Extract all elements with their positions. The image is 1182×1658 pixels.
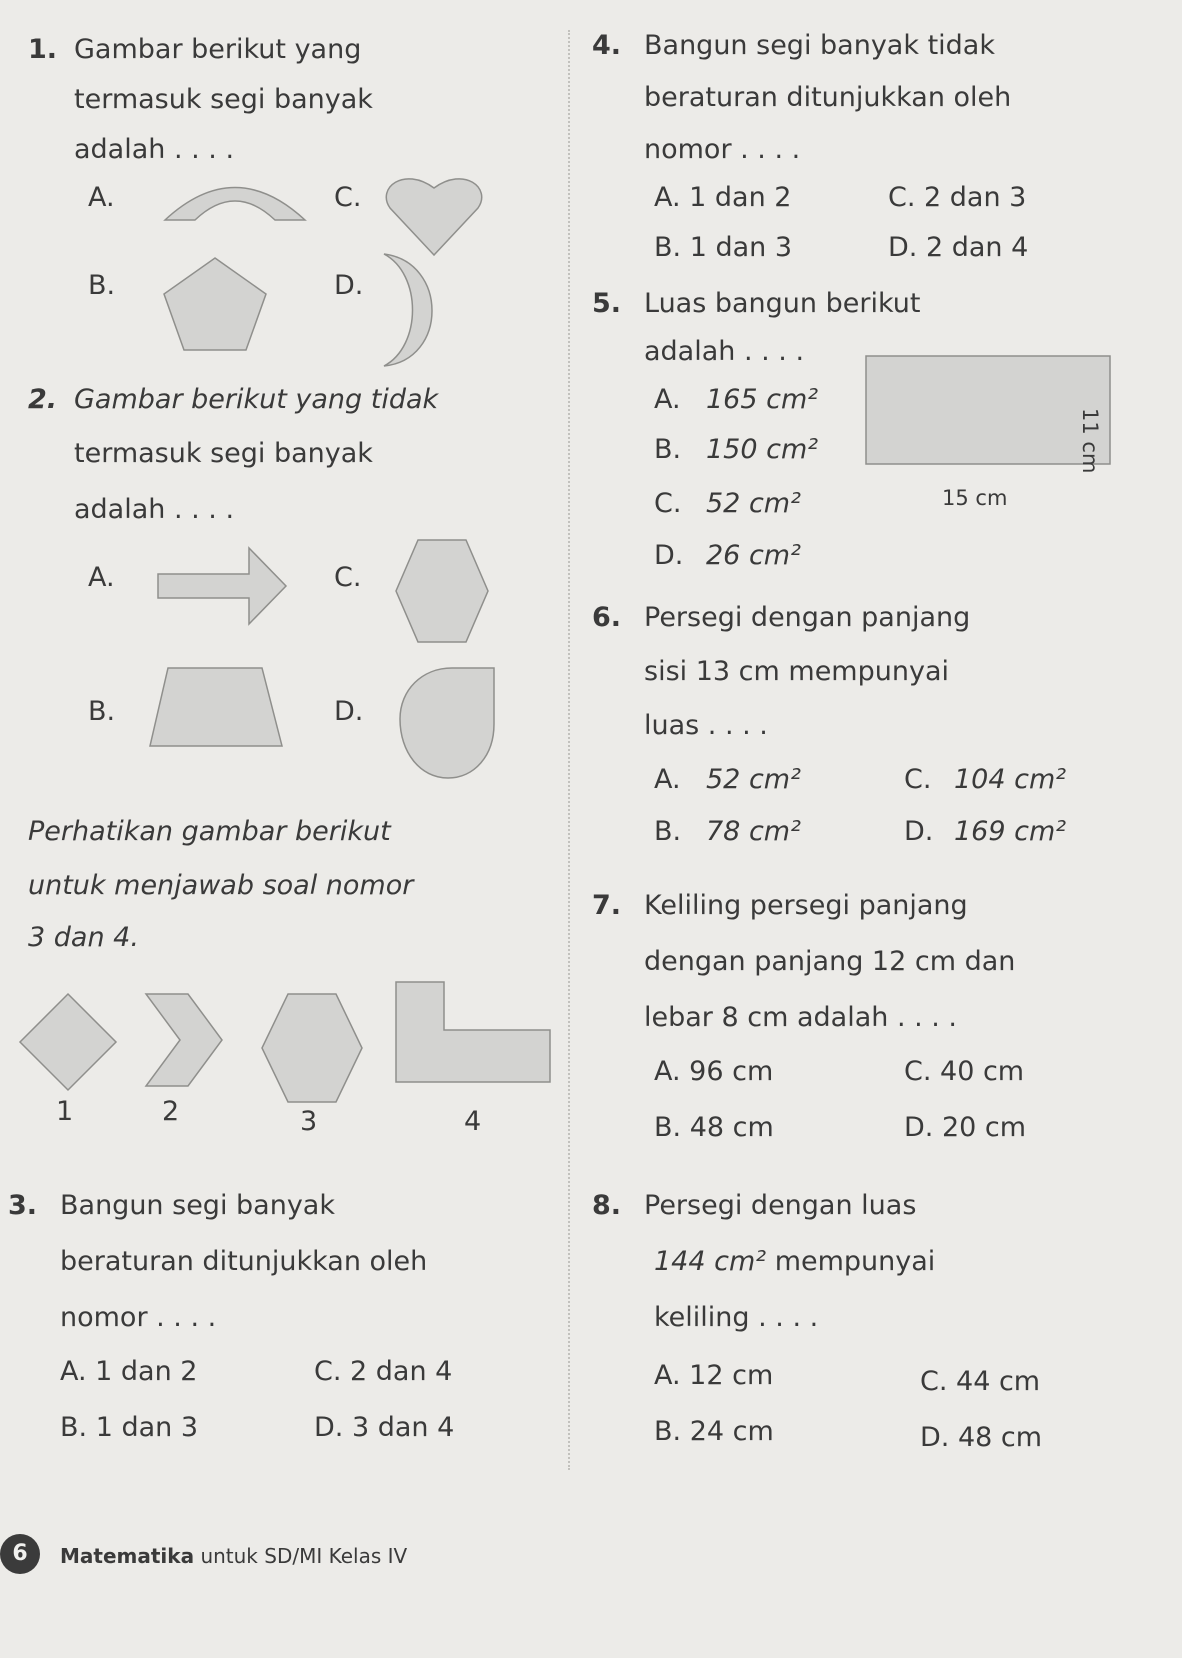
q7-option-a: A. 96 cm xyxy=(654,1056,774,1087)
q1-number: 1. xyxy=(28,34,58,65)
q4-option-a: A. 1 dan 2 xyxy=(654,182,792,213)
figure-4-label: 4 xyxy=(464,1106,482,1137)
q2-option-d-label: D. xyxy=(334,696,364,727)
figure-2-label: 2 xyxy=(162,1096,180,1127)
note-line3: 3 dan 4. xyxy=(28,922,139,953)
q7-line3: lebar 8 cm adalah . . . . xyxy=(644,1002,958,1033)
q7-option-d: D. 20 cm xyxy=(904,1112,1027,1143)
q5-line2: adalah . . . . xyxy=(644,336,805,367)
q5-width-label: 15 cm xyxy=(942,486,1008,510)
q5-option-b-letter: B. xyxy=(654,434,682,465)
q8-option-d: D. 48 cm xyxy=(920,1422,1043,1453)
q8-line1: Persegi dengan luas xyxy=(644,1190,917,1221)
footer-subtitle: untuk SD/MI Kelas IV xyxy=(200,1544,408,1568)
q7-option-b: B. 48 cm xyxy=(654,1112,774,1143)
q8-line3: keliling . . . . xyxy=(654,1302,819,1333)
q4-line1: Bangun segi banyak tidak xyxy=(644,30,995,61)
q6-number: 6. xyxy=(592,602,622,633)
figure-3-hexagon-shape xyxy=(260,992,364,1104)
q2-line2: termasuk segi banyak xyxy=(74,438,373,469)
q1-option-b-pentagon-shape xyxy=(160,254,270,354)
q1-option-d-label: D. xyxy=(334,270,364,301)
note-line1: Perhatikan gambar berikut xyxy=(28,816,391,847)
q2-line3: adalah . . . . xyxy=(74,494,235,525)
q8-line2-rest: mempunyai xyxy=(774,1246,936,1277)
q6-option-d-letter: D. xyxy=(904,816,934,847)
q3-option-b: B. 1 dan 3 xyxy=(60,1412,199,1443)
figure-4-l-shape xyxy=(394,980,552,1084)
q8-line2 xyxy=(654,1246,935,1278)
q2-option-b-label: B. xyxy=(88,696,116,727)
q1-line3: adalah . . . . xyxy=(74,134,235,165)
q2-option-c-label: C. xyxy=(334,562,362,593)
q2-line1: Gambar berikut yang tidak xyxy=(74,384,439,415)
q1-line2: termasuk segi banyak xyxy=(74,84,373,115)
q2-number: 2. xyxy=(28,384,58,415)
q1-option-c-heart-shape xyxy=(384,170,484,260)
q5-option-d: 26 cm² xyxy=(706,540,801,571)
q3-line1: Bangun segi banyak xyxy=(60,1190,335,1221)
q5-option-a: 165 cm² xyxy=(706,384,819,415)
q6-option-c: 104 cm² xyxy=(954,764,1067,795)
q5-option-b: 150 cm² xyxy=(706,434,819,465)
q6-line2: sisi 13 cm mempunyai xyxy=(644,656,949,687)
page-number-badge: 6 xyxy=(0,1534,40,1574)
column-divider xyxy=(568,30,570,1470)
note-line2: untuk menjawab soal nomor xyxy=(28,870,414,901)
q7-line1: Keliling persegi panjang xyxy=(644,890,968,921)
q6-option-d: 169 cm² xyxy=(954,816,1067,847)
figure-1-rhombus-shape xyxy=(18,992,118,1092)
q7-number: 7. xyxy=(592,890,622,921)
q4-option-c: C. 2 dan 3 xyxy=(888,182,1027,213)
figure-3-label: 3 xyxy=(300,1106,318,1137)
q4-number: 4. xyxy=(592,30,622,61)
q8-option-a: A. 12 cm xyxy=(654,1360,774,1391)
q1-option-a-arch-shape xyxy=(160,170,310,225)
q2-option-d-teardrop-shape xyxy=(396,664,500,782)
q1-line1: Gambar berikut yang xyxy=(74,34,362,65)
q4-option-b: B. 1 dan 3 xyxy=(654,232,793,263)
q5-option-c: 52 cm² xyxy=(706,488,801,519)
q5-number: 5. xyxy=(592,288,622,319)
q6-option-c-letter: C. xyxy=(904,764,932,795)
q5-option-d-letter: D. xyxy=(654,540,684,571)
figure-2-chevron-shape xyxy=(142,992,226,1090)
q3-line2: beraturan ditunjukkan oleh xyxy=(60,1246,428,1277)
q3-line3: nomor . . . . xyxy=(60,1302,217,1333)
q8-number: 8. xyxy=(592,1190,622,1221)
q4-line3: nomor . . . . xyxy=(644,134,801,165)
q4-line2: beraturan ditunjukkan oleh xyxy=(644,82,1012,113)
q3-number: 3. xyxy=(8,1190,38,1221)
q6-option-b: 78 cm² xyxy=(706,816,801,847)
q6-line3: luas . . . . xyxy=(644,710,768,741)
q7-line2: dengan panjang 12 cm dan xyxy=(644,946,1016,977)
q3-option-c: C. 2 dan 4 xyxy=(314,1356,453,1387)
q2-option-b-trapezoid-shape xyxy=(146,664,286,750)
q8-area-value: 144 cm² xyxy=(654,1246,767,1277)
q6-option-a: 52 cm² xyxy=(706,764,801,795)
footer-text xyxy=(60,1540,407,1572)
q4-option-d: D. 2 dan 4 xyxy=(888,232,1029,263)
q6-option-b-letter: B. xyxy=(654,816,682,847)
q3-option-a: A. 1 dan 2 xyxy=(60,1356,198,1387)
q1-option-d-crescent-shape xyxy=(378,250,448,370)
q2-option-a-arrow-shape xyxy=(154,544,290,628)
q6-line1: Persegi dengan panjang xyxy=(644,602,971,633)
q5-option-a-letter: A. xyxy=(654,384,681,415)
q5-option-c-letter: C. xyxy=(654,488,682,519)
q3-option-d: D. 3 dan 4 xyxy=(314,1412,455,1443)
q5-height-label: 11 cm xyxy=(1078,408,1102,474)
q2-option-a-label: A. xyxy=(88,562,115,593)
figure-1-label: 1 xyxy=(56,1096,74,1127)
q8-option-c: C. 44 cm xyxy=(920,1366,1041,1397)
q2-option-c-hexagon-shape xyxy=(392,536,492,646)
q5-line1: Luas bangun berikut xyxy=(644,288,921,319)
q8-option-b: B. 24 cm xyxy=(654,1416,774,1447)
q7-option-c: C. 40 cm xyxy=(904,1056,1025,1087)
q6-option-a-letter: A. xyxy=(654,764,681,795)
q1-option-b-label: B. xyxy=(88,270,116,301)
q1-option-a-label: A. xyxy=(88,182,115,213)
footer-title: Matematika xyxy=(60,1544,195,1568)
q1-option-c-label: C. xyxy=(334,182,362,213)
